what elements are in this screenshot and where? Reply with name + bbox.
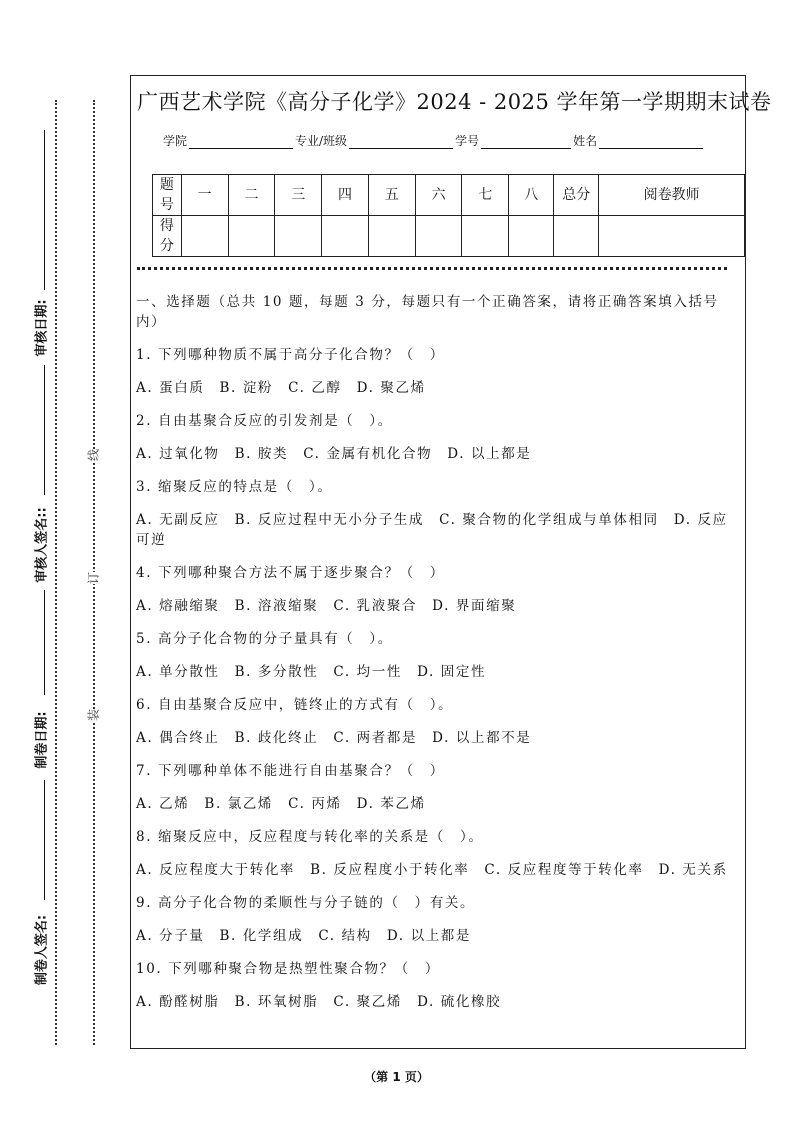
- exam-maker-signature-line: [44, 780, 45, 900]
- question-options: A. 单分散性 B. 多分散性 C. 均一性 D. 固定性: [136, 664, 487, 680]
- name-field[interactable]: [599, 134, 703, 149]
- binding-char-line: 线: [86, 448, 101, 462]
- exam-date-line: [44, 590, 45, 695]
- question: 7. 下列哪种单体不能进行自由基聚合？（ ）: [136, 763, 445, 779]
- exam-paper: [130, 75, 772, 1049]
- score-table-header-row: [153, 175, 745, 216]
- question: 1. 下列哪种物质不属于高分子化合物？（ ）: [136, 347, 445, 363]
- header-cell: 七: [462, 175, 509, 216]
- exam-maker-signature-label: 制卷人签名:: [34, 914, 50, 986]
- score-cell[interactable]: [415, 216, 462, 257]
- student-id-field[interactable]: [481, 134, 571, 149]
- question-options: A. 乙烯 B. 氯乙烯 C. 丙烯 D. 苯乙烯: [136, 796, 426, 812]
- exam-date-label: 制卷日期:: [34, 711, 50, 769]
- question-options: A. 熔融缩聚 B. 溶液缩聚 C. 乳液聚合 D. 界面缩聚: [136, 598, 517, 614]
- header-cell: 六: [415, 175, 462, 216]
- score-table: [152, 174, 745, 257]
- major-class-field[interactable]: [349, 134, 453, 149]
- header-cell: 三: [275, 175, 322, 216]
- score-cell[interactable]: [275, 216, 322, 257]
- margin-dotted-line-outer: [55, 100, 57, 1045]
- question-options: A. 偶合终止 B. 歧化终止 C. 两者都是 D. 以上都不是: [136, 730, 532, 746]
- review-date-line: [44, 130, 45, 290]
- question: 2. 自由基聚合反应的引发剂是（ ）。: [136, 413, 393, 429]
- question-options: A. 蛋白质 B. 淀粉 C. 乙醇 D. 聚乙烯: [136, 380, 426, 396]
- reviewer-signature-label: 审核人签名::: [34, 507, 50, 583]
- college-label: 学院: [163, 134, 188, 148]
- separator-dotted-line: [137, 267, 727, 270]
- score-cell[interactable]: [554, 216, 599, 257]
- header-cell: 五: [368, 175, 415, 216]
- question: 3. 缩聚反应的特点是（ ）。: [136, 479, 333, 495]
- page-number: （第 1 页）: [364, 1070, 429, 1084]
- question-options: A. 无副反应 B. 反应过程中无小分子生成 C. 聚合物的化学组成与单体相同 D. 反应可逆: [136, 512, 728, 548]
- student-id-label: 学号: [455, 134, 480, 148]
- question: 10. 下列哪种聚合物是热塑性聚合物？（ ）: [136, 961, 440, 977]
- question-options: A. 反应程度大于转化率 B. 反应程度小于转化率 C. 反应程度等于转化率 D. 无关系: [136, 862, 728, 878]
- question-options: A. 分子量 B. 化学组成 C. 结构 D. 以上都是: [136, 928, 471, 944]
- reviewer-signature-line: [44, 365, 45, 495]
- score-cell[interactable]: [368, 216, 415, 257]
- header-cell: 二: [228, 175, 275, 216]
- question: 6. 自由基聚合反应中，链终止的方式有（ ）。: [136, 697, 454, 713]
- section-multiple-choice: [136, 292, 739, 1025]
- binding-char-bind: 订: [86, 571, 101, 585]
- score-cell[interactable]: [322, 216, 369, 257]
- section-heading: 一、选择题（总共 10 题，每题 3 分，每题只有一个正确答案，请将正确答案填入括号内）: [136, 294, 719, 330]
- question: 5. 高分子化合物的分子量具有（ ）。: [136, 631, 393, 647]
- question-options: A. 过氧化物 B. 胺类 C. 金属有机化合物 D. 以上都是: [136, 446, 532, 462]
- binding-char-staple: 装: [86, 708, 101, 722]
- student-info: [163, 132, 705, 149]
- score-table-score-row: [153, 216, 745, 257]
- score-cell[interactable]: [228, 216, 275, 257]
- score-cell[interactable]: [599, 216, 745, 257]
- score-cell[interactable]: [462, 216, 509, 257]
- header-cell: 阅卷教师: [599, 175, 745, 216]
- header-cell: 总分: [554, 175, 599, 216]
- question: 8. 缩聚反应中，反应程度与转化率的关系是（ ）。: [136, 829, 484, 845]
- question: 4. 下列哪种聚合方法不属于逐步聚合？（ ）: [136, 565, 445, 581]
- score-cell[interactable]: [181, 216, 228, 257]
- score-row-label: 得分: [153, 216, 182, 257]
- header-cell: 题号: [153, 175, 182, 216]
- name-label: 姓名: [573, 134, 598, 148]
- college-field[interactable]: [189, 134, 293, 149]
- review-date-label: 审核日期:: [34, 299, 50, 357]
- question: 9. 高分子化合物的柔顺性与分子链的（ ）有关。: [136, 895, 476, 911]
- major-class-label: 专业/班级: [295, 134, 348, 148]
- header-cell: 八: [509, 175, 554, 216]
- header-cell: 一: [181, 175, 228, 216]
- exam-title: 广西艺术学院《高分子化学》2024 - 2025 学年第一学期期末试卷: [137, 90, 772, 114]
- question-options: A. 酚醛树脂 B. 环氧树脂 C. 聚乙烯 D. 硫化橡胶: [136, 994, 502, 1010]
- score-cell[interactable]: [509, 216, 554, 257]
- header-cell: 四: [322, 175, 369, 216]
